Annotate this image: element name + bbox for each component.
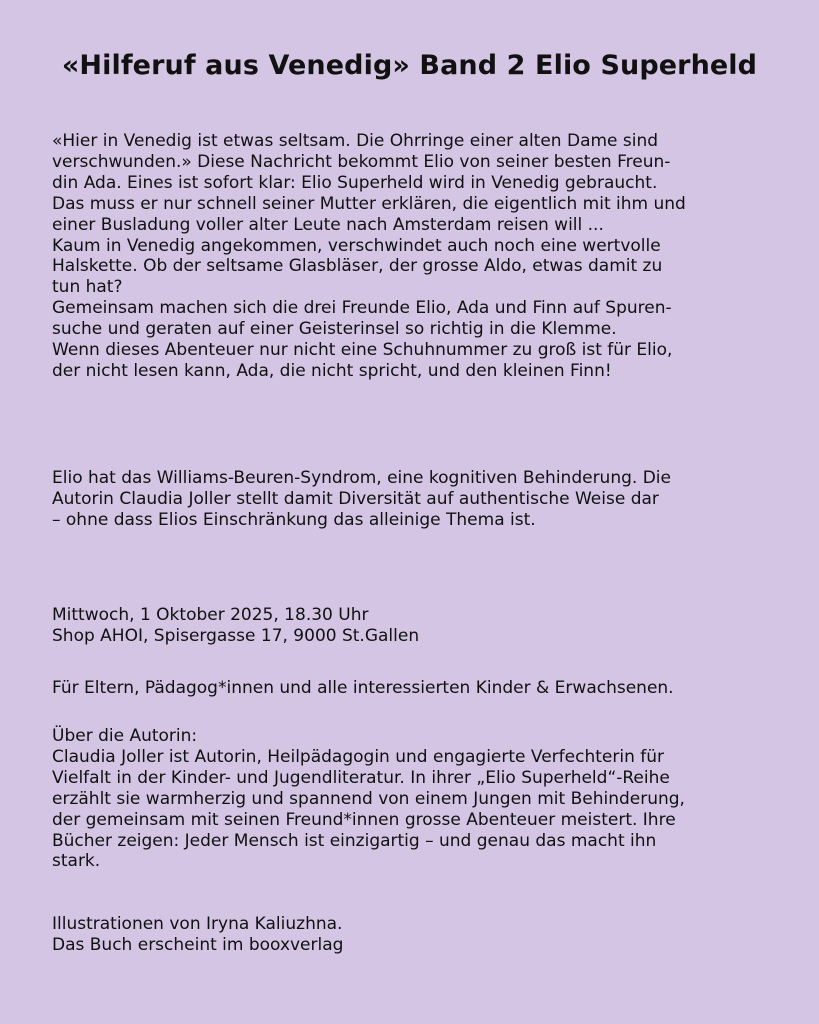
audience-text: Für Eltern, Pädagog*innen und alle interessierten Kinder & Erwachsenen.: [52, 678, 674, 698]
text-line: Vielfalt in der Kinder- und Jugendliteratur. In ihrer „Elio Superheld“-Reihe: [52, 767, 670, 788]
event-location: Shop AHOI, Spisergasse 17, 9000 St.Gallen: [52, 625, 420, 646]
event-datetime: Mittwoch, 1 Oktober 2025, 18.30 Uhr: [52, 605, 369, 625]
text-line: Halskette. Ob der seltsame Glasbläser, der grosse Aldo, etwas damit zu: [52, 256, 663, 277]
text-line: Elio hat das Williams-Beuren-Syndrom, eine kognitiven Behinderung. Die: [52, 468, 671, 488]
diversity-paragraph: [52, 468, 782, 531]
text-line: Autorin Claudia Joller stellt damit Diversität auf authentische Weise dar: [52, 488, 659, 509]
page-title: «Hilferuf aus Venedig» Band 2 Elio Superheld: [61, 50, 758, 81]
illustrator-credit: Illustrationen von Iryna Kaliuzhna.: [52, 914, 343, 934]
event-info: [52, 605, 782, 647]
text-line: «Hier in Venedig ist etwas seltsam. Die Ohrringe einer alten Dame sind: [52, 131, 659, 151]
audience-note: [52, 678, 782, 699]
author-heading: Über die Autorin:: [52, 726, 198, 746]
text-line: einer Busladung voller alter Leute nach Amsterdam reisen will ...: [52, 214, 604, 235]
text-line: Kaum in Venedig angekommen, verschwindet auch noch eine wertvolle: [52, 235, 661, 256]
credits: [52, 914, 782, 956]
text-line: stark.: [52, 851, 101, 872]
text-line: der gemeinsam mit seinen Freund*innen grosse Abenteuer meistert. Ihre: [52, 809, 676, 830]
text-line: suche und geraten auf einer Geisterinsel so richtig in die Klemme.: [52, 319, 617, 340]
text-line: Das muss er nur schnell seiner Mutter erklären, die eigentlich mit ihm und: [52, 193, 686, 214]
text-line: verschwunden.» Diese Nachricht bekommt Elio von seiner besten Freun-: [52, 151, 671, 172]
text-line: tun hat?: [52, 277, 123, 298]
author-section: [52, 726, 782, 872]
text-line: Wenn dieses Abenteuer nur nicht eine Schuhnummer zu groß ist für Elio,: [52, 340, 673, 361]
text-line: erzählt sie warmherzig und spannend von einem Jungen mit Behinderung,: [52, 788, 685, 809]
publisher-credit: Das Buch erscheint im booxverlag: [52, 934, 344, 955]
text-line: Claudia Joller ist Autorin, Heilpädagogin und engagierte Verfechterin für: [52, 746, 664, 767]
text-line: – ohne dass Elios Einschränkung das alleinige Thema ist.: [52, 509, 536, 530]
text-line: der nicht lesen kann, Ada, die nicht spricht, und den kleinen Finn!: [52, 360, 612, 381]
text-line: din Ada. Eines ist sofort klar: Elio Superheld wird in Venedig gebraucht.: [52, 172, 658, 193]
text-line: Gemeinsam machen sich die drei Freunde Elio, Ada und Finn auf Spuren-: [52, 298, 672, 319]
intro-paragraph: [52, 131, 782, 382]
text-line: Bücher zeigen: Jeder Mensch ist einzigartig – und genau das macht ihn: [52, 830, 657, 851]
